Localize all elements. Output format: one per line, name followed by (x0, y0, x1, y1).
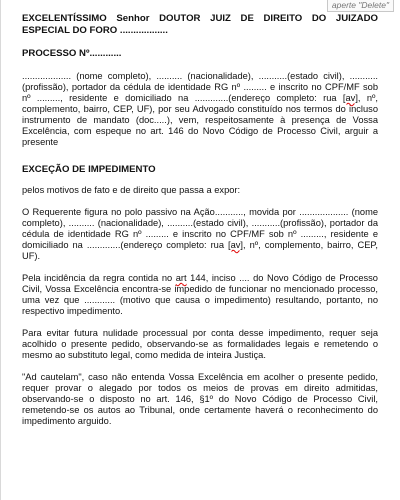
spelling-mark: [av] (228, 240, 244, 250)
spelling-mark: art (175, 273, 187, 283)
regra-text-2: 144, inciso .... do Novo Código de Processo Civil, Vossa Excelência encontra-se impedido de funcionar no mencionado processo, uma vez que ............ (motivo que causa o impedimento) resultando, portanto, no respectivo impedimento. (22, 273, 378, 316)
court-address-bold: EXCELENTÍSSIMO (22, 13, 107, 24)
intro-text-1: ................... (nome completo), .......... (nacionalidade), ...........(estado civil), ...........(profissão), portador da cédula de identidade RG nº ......... e inscrito no CPF/MF sob nº ........., residente e domiciliado na .............(endereço completo: rua (22, 71, 378, 103)
regra-text-1: Pela incidência da regra contida no (22, 273, 176, 283)
delete-hint: aperte "Delete" (327, 0, 394, 12)
cautelam-paragraph: "Ad cautelam", caso não entenda Vossa Excelência em acolher o presente pedido, requer provar o alegado por todos os meios de provas em direito admitidas, observando-se o disposto no art. 146, §1º do Novo Código de Processo Civil, remetendo-se os autos ao Tribunal, onde certamente haverá o reconhecimento do impedimento arguido. (22, 372, 378, 426)
nulidade-paragraph: Para evitar futura nulidade processual por conta desse impedimento, requer seja acolhido o presente pedido, observando-se as formalidades legais e remetendo o mesmo ao substituto legal, como medida de inteira Justiça. (22, 328, 378, 360)
intro-text-2: , nº, complemento, bairro, CEP, UF), por seu Advogado constituído nos termos do incluso instrumento de mandato (doc.....), vem, respeitosamente à presença de Vossa Excelência, com espeque no art. 146 do Novo Código de Processo Civil, arguir a presente (22, 93, 378, 147)
regra-paragraph (22, 273, 378, 317)
process-number: PROCESSO Nº............ (22, 48, 122, 59)
intro-paragraph (22, 71, 378, 148)
requerente-text-2: , nº, complemento, bairro, CEP, UF). (22, 240, 378, 261)
court-address (22, 13, 378, 36)
motives-paragraph: pelos motivos de fato e de direito que passa a expor: (22, 185, 241, 195)
section-title: EXCEÇÃO DE IMPEDIMENTO (22, 164, 156, 175)
requerente-text-1: O Requerente figura no polo passivo na Ação..........., movida por ................... (nome completo), .......... (nacionalidade), ..........(estado civil), ...........(profissão), portador da cédula de identidade RG nº ......... e inscrito no CPF/MF sob nº ........., residente e domiciliado na .............(endereço completo: rua (22, 207, 378, 250)
court-address-rest: Senhor DOUTOR JUIZ DE DIREITO DO JUIZADO ESPECIAL DO FORO .................. (22, 13, 378, 36)
spelling-mark: [av] (342, 93, 358, 103)
document-body (22, 13, 378, 427)
requerente-paragraph (22, 207, 378, 262)
